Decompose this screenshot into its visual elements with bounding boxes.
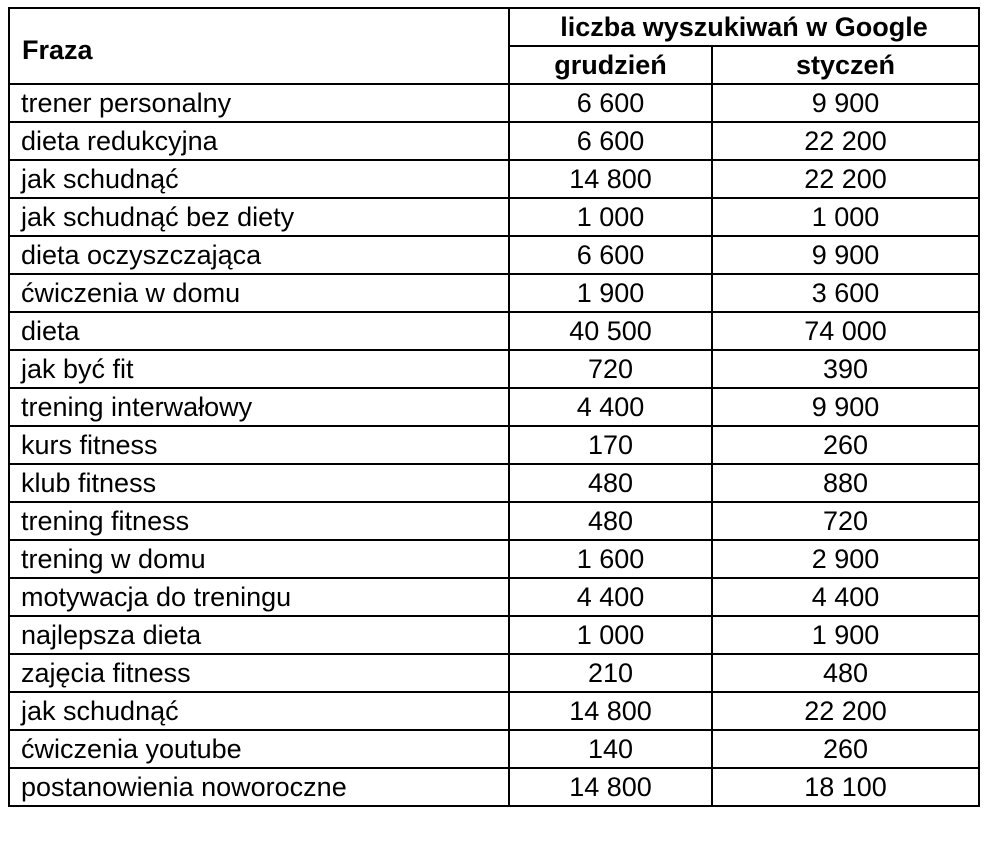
phrase-cell: jak schudnąć bez diety — [9, 198, 509, 236]
table-row — [9, 84, 979, 122]
december-count-cell: 6 600 — [509, 84, 712, 122]
phrase-cell: najlepsza dieta — [9, 616, 509, 654]
table-row — [9, 160, 979, 198]
december-count-cell: 14 800 — [509, 160, 712, 198]
december-count-cell: 1 000 — [509, 616, 712, 654]
table-body — [9, 84, 979, 806]
table-row — [9, 730, 979, 768]
january-count-cell: 9 900 — [712, 236, 979, 274]
december-count-cell: 720 — [509, 350, 712, 388]
january-count-cell: 1 900 — [712, 616, 979, 654]
table-header — [9, 8, 979, 84]
january-count-cell: 4 400 — [712, 578, 979, 616]
table-row — [9, 312, 979, 350]
december-count-cell: 40 500 — [509, 312, 712, 350]
phrase-cell: trening w domu — [9, 540, 509, 578]
phrase-cell: motywacja do treningu — [9, 578, 509, 616]
table-row — [9, 350, 979, 388]
table-row — [9, 122, 979, 160]
december-count-cell: 480 — [509, 464, 712, 502]
table-row — [9, 388, 979, 426]
phrase-cell: zajęcia fitness — [9, 654, 509, 692]
phrase-cell: dieta redukcyjna — [9, 122, 509, 160]
phrase-cell: postanowienia noworoczne — [9, 768, 509, 806]
january-count-cell: 74 000 — [712, 312, 979, 350]
january-count-cell: 22 200 — [712, 122, 979, 160]
january-count-cell: 880 — [712, 464, 979, 502]
table-row — [9, 502, 979, 540]
january-count-cell: 22 200 — [712, 692, 979, 730]
table-row — [9, 654, 979, 692]
table-row — [9, 616, 979, 654]
december-count-cell: 1 900 — [509, 274, 712, 312]
month-header-january: styczeń — [712, 46, 979, 84]
december-count-cell: 210 — [509, 654, 712, 692]
search-volume-table-container — [8, 7, 980, 807]
phrase-cell: dieta — [9, 312, 509, 350]
search-volume-table — [8, 7, 980, 807]
december-count-cell: 4 400 — [509, 388, 712, 426]
phrase-cell: ćwiczenia youtube — [9, 730, 509, 768]
table-row — [9, 578, 979, 616]
january-count-cell: 9 900 — [712, 388, 979, 426]
phrase-cell: jak schudnąć — [9, 692, 509, 730]
january-count-cell: 390 — [712, 350, 979, 388]
december-count-cell: 4 400 — [509, 578, 712, 616]
january-count-cell: 260 — [712, 730, 979, 768]
january-count-cell: 1 000 — [712, 198, 979, 236]
table-row — [9, 464, 979, 502]
december-count-cell: 6 600 — [509, 122, 712, 160]
phrase-column-header: Fraza — [9, 8, 509, 84]
header-row-top — [9, 8, 979, 46]
table-row — [9, 692, 979, 730]
january-count-cell: 480 — [712, 654, 979, 692]
january-count-cell: 9 900 — [712, 84, 979, 122]
phrase-cell: kurs fitness — [9, 426, 509, 464]
table-row — [9, 198, 979, 236]
search-count-group-header: liczba wyszukiwań w Google — [509, 8, 979, 46]
phrase-cell: trening fitness — [9, 502, 509, 540]
month-header-december: grudzień — [509, 46, 712, 84]
phrase-cell: jak być fit — [9, 350, 509, 388]
december-count-cell: 480 — [509, 502, 712, 540]
phrase-cell: trener personalny — [9, 84, 509, 122]
phrase-cell: jak schudnąć — [9, 160, 509, 198]
table-row — [9, 274, 979, 312]
phrase-cell: trening interwałowy — [9, 388, 509, 426]
january-count-cell: 18 100 — [712, 768, 979, 806]
december-count-cell: 14 800 — [509, 768, 712, 806]
december-count-cell: 14 800 — [509, 692, 712, 730]
december-count-cell: 1 000 — [509, 198, 712, 236]
phrase-cell: klub fitness — [9, 464, 509, 502]
table-row — [9, 236, 979, 274]
january-count-cell: 2 900 — [712, 540, 979, 578]
table-row — [9, 426, 979, 464]
january-count-cell: 3 600 — [712, 274, 979, 312]
january-count-cell: 260 — [712, 426, 979, 464]
january-count-cell: 22 200 — [712, 160, 979, 198]
january-count-cell: 720 — [712, 502, 979, 540]
phrase-cell: ćwiczenia w domu — [9, 274, 509, 312]
december-count-cell: 140 — [509, 730, 712, 768]
table-row — [9, 768, 979, 806]
phrase-cell: dieta oczyszczająca — [9, 236, 509, 274]
december-count-cell: 170 — [509, 426, 712, 464]
december-count-cell: 1 600 — [509, 540, 712, 578]
december-count-cell: 6 600 — [509, 236, 712, 274]
table-row — [9, 540, 979, 578]
